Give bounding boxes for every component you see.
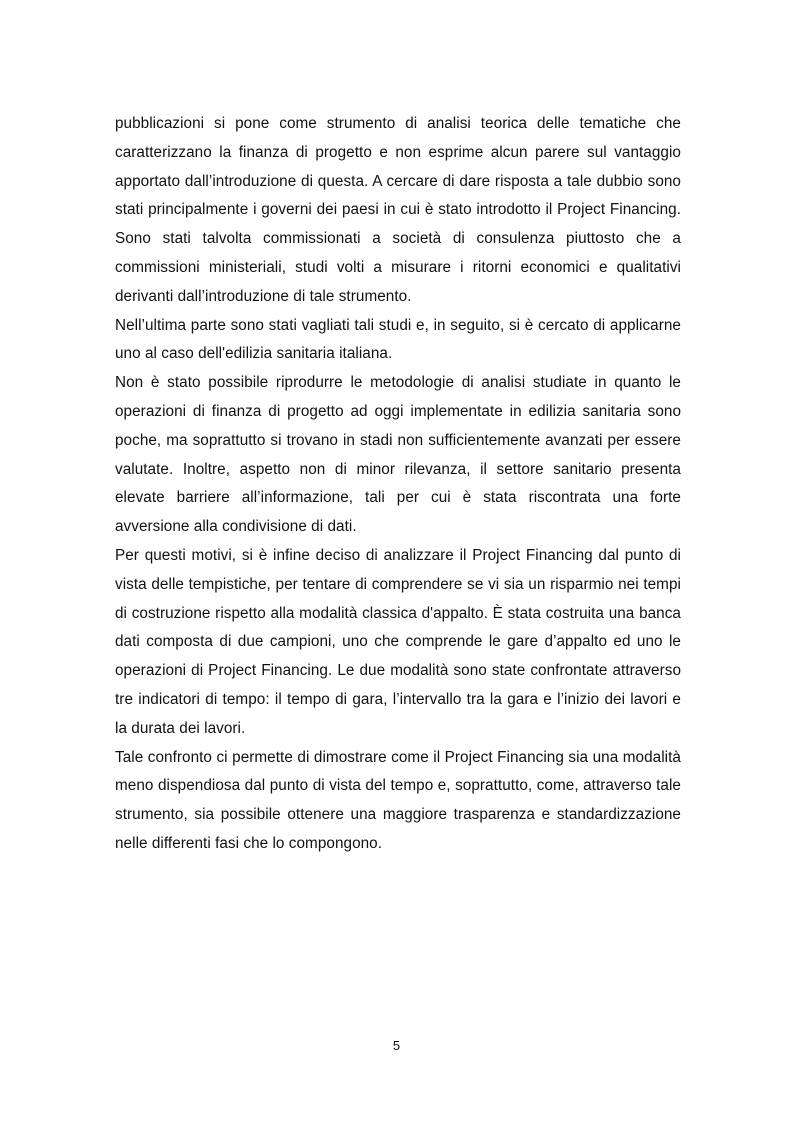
page-number: 5 [392, 1038, 401, 1053]
paragraph: Non è stato possibile riprodurre le metodologie di analisi studiate in quanto le operazioni di finanza di progetto ad oggi implementate in edilizia sanitaria sono poche, ma soprattutto si trovano in stadi non sufficientemente avanzati per essere valutate. Inoltre, aspetto non di minor rilevanza, il settore sanitario presenta elevate barriere all’informazione, tali per cui è stata riscontrata una forte avversione alla condivisione di dati. [115, 374, 681, 536]
paragraph: Per questi motivi, si è infine deciso di analizzare il Project Financing dal punto di vista delle tempistiche, per tentare di comprendere se vi sia un risparmio nei tempi di costruzione rispetto alla modalità classica d'appalto. È stata costruita una banca dati composta di due campioni, uno che comprende le gare d’appalto ed uno le operazioni di Project Financing. Le due modalità sono state confrontate attraverso tre indicatori di tempo: il tempo di gara, l’intervallo tra la gara e l’inizio dei lavori e la durata dei lavori. [115, 546, 681, 737]
paragraph: Nell’ultima parte sono stati vagliati tali studi e, in seguito, si è cercato di applicarne uno al caso dell'edilizia sanitaria italiana. [115, 316, 681, 363]
body-text [115, 110, 681, 859]
paragraph: pubblicazioni si pone come strumento di analisi teorica delle tematiche che caratterizzano la finanza di progetto e non esprime alcun parere sul vantaggio apportato dall’introduzione di questa. A cercare di dare risposta a tale dubbio sono stati principalmente i governi dei paesi in cui è stato introdotto il Project Financing. Sono stati talvolta commissionati a società di consulenza piuttosto che a commissioni ministeriali, studi volti a misurare i ritorni economici e qualitativi derivanti dall’introduzione di tale strumento. [115, 115, 681, 305]
paragraph: Tale confronto ci permette di dimostrare come il Project Financing sia una modalità meno dispendiosa dal punto di vista del tempo e, soprattutto, come, attraverso tale strumento, sia possibile ottenere una maggiore trasparenza e standardizzazione nelle differenti fasi che lo compongono. [115, 748, 681, 852]
